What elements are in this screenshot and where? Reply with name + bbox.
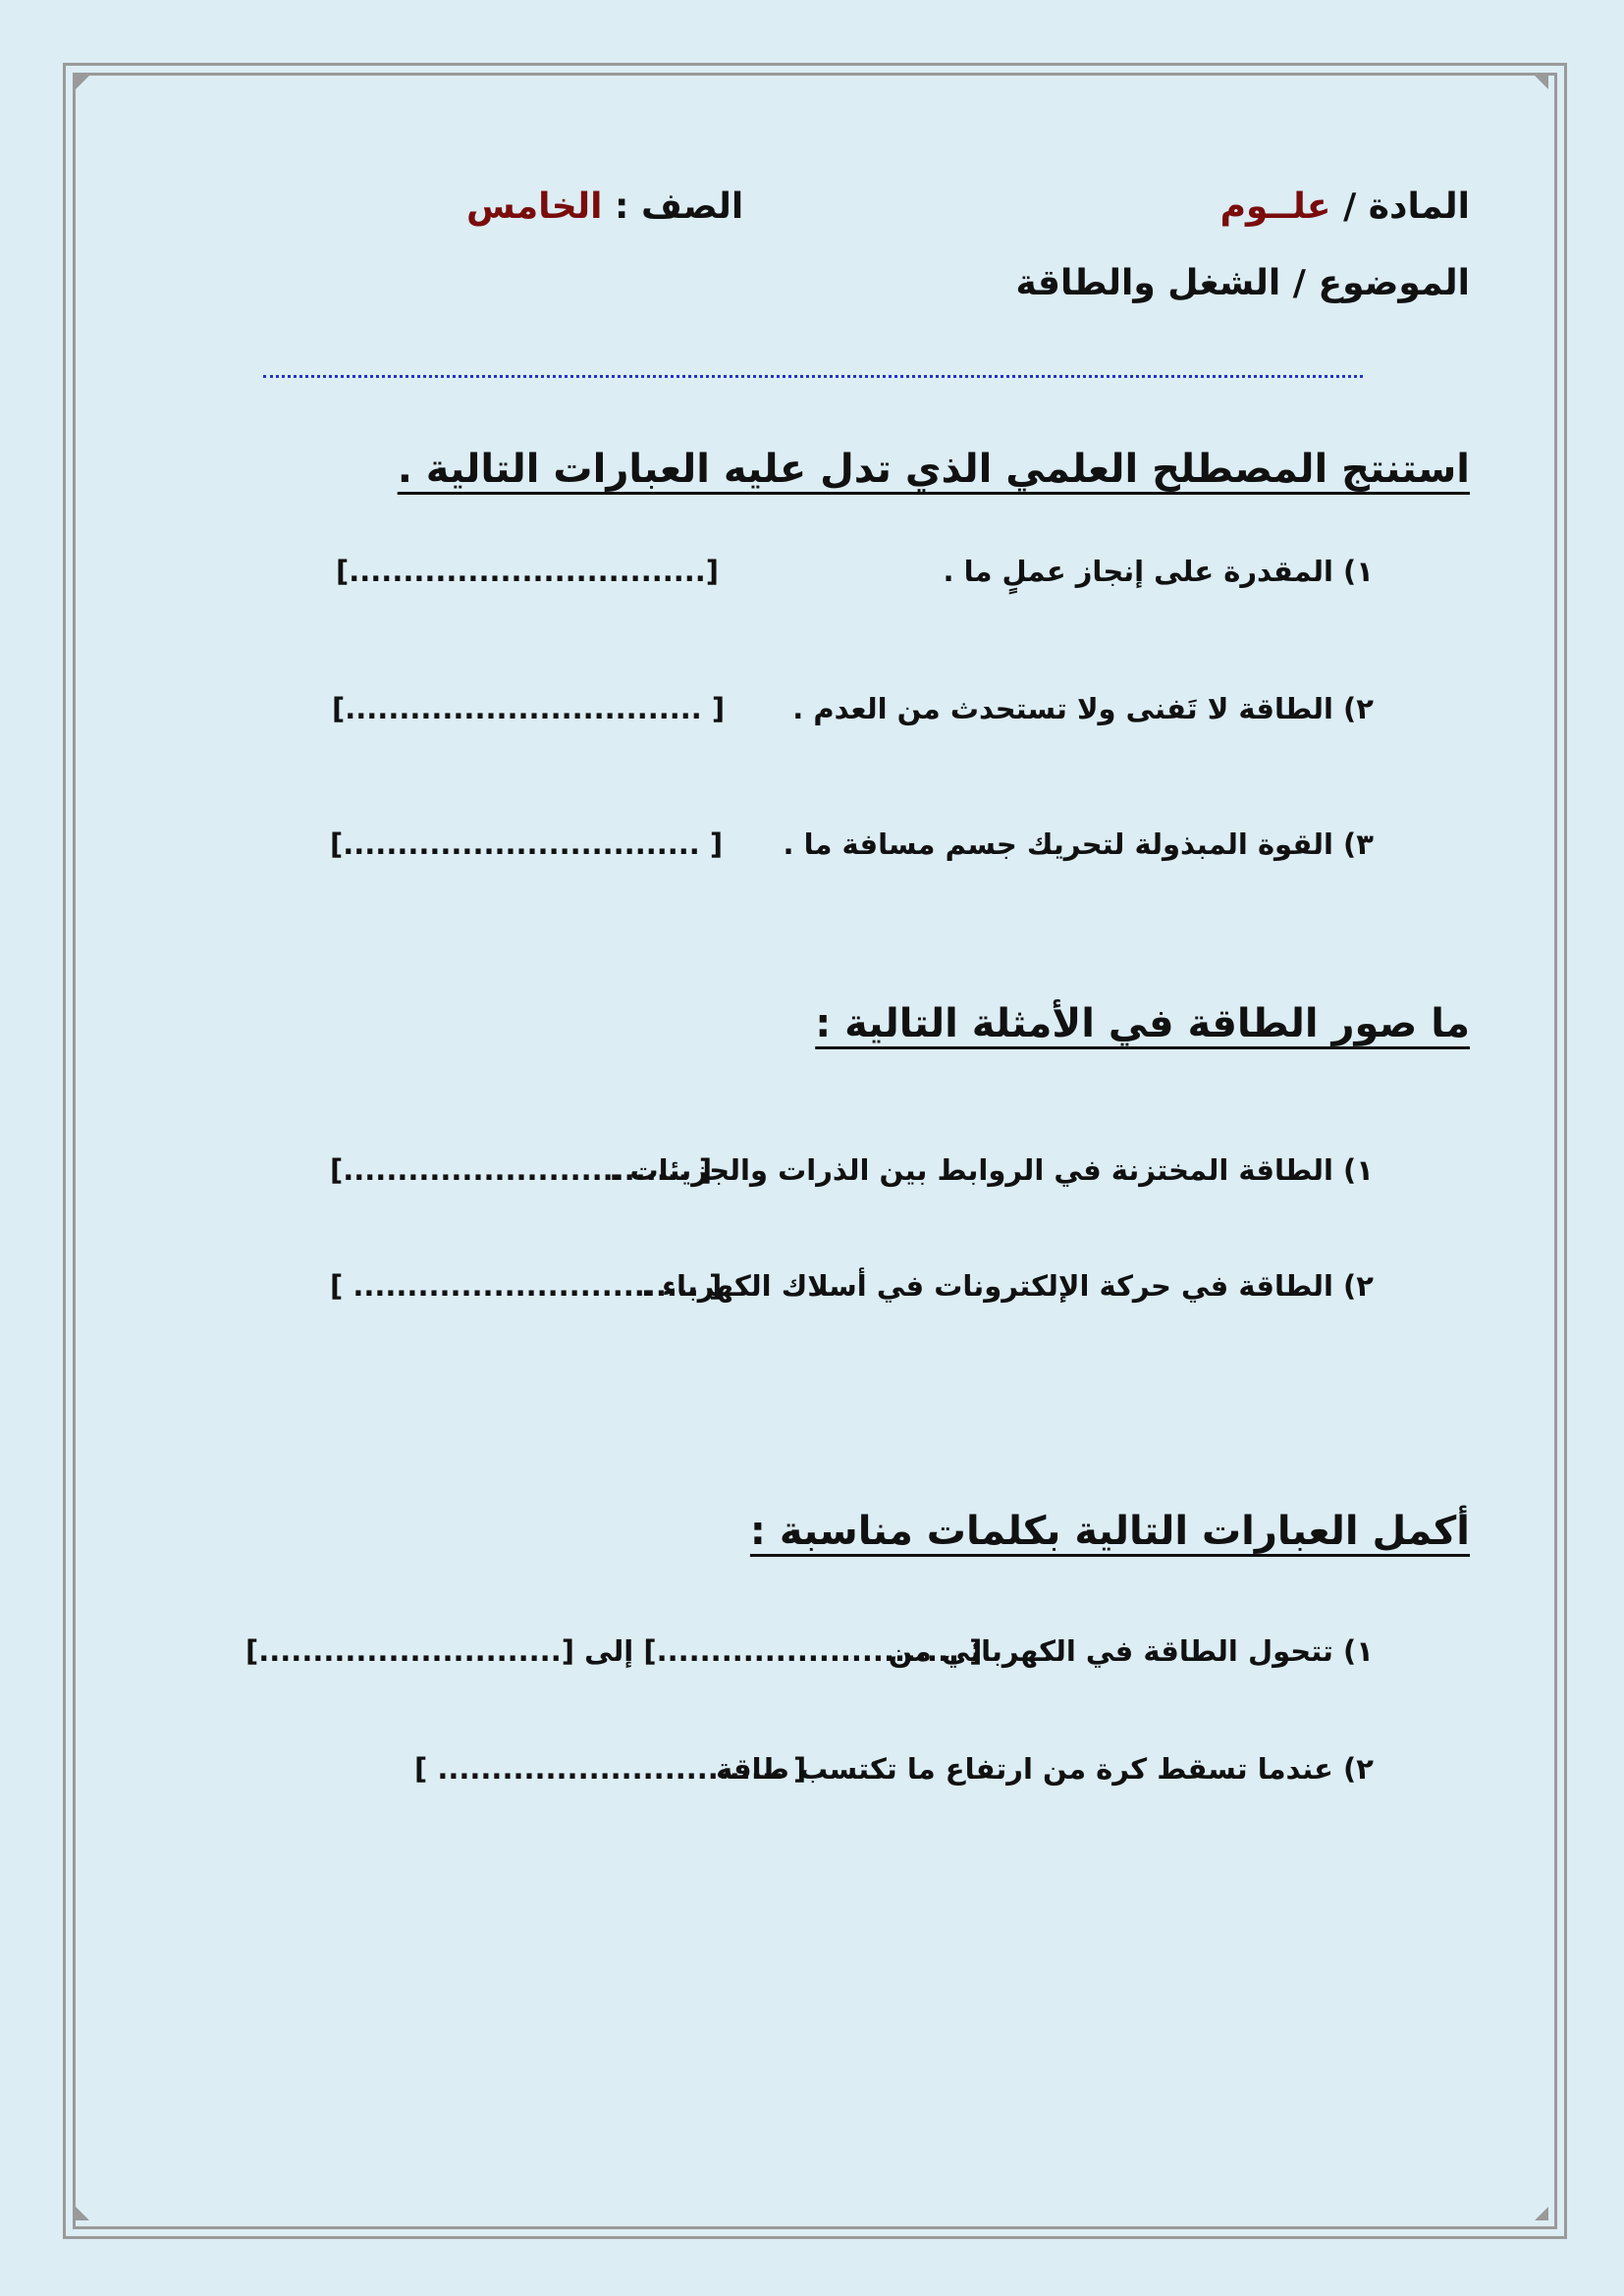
section1-item-2: ٢) الطاقة لا تَفنى ولا تستحدث من العدم . <box>792 692 1374 725</box>
section1-item-1: ١) المقدرة على إنجاز عملٍ ما . <box>943 555 1374 588</box>
answer-blank[interactable]: [............................] إلى [............................ ] <box>245 1634 983 1668</box>
grade-value: الخامس <box>466 187 603 227</box>
answer-blank[interactable]: [................................. ] <box>332 692 726 725</box>
section2-title: ما صور الطاقة في الأمثلة التالية : <box>815 1001 1470 1046</box>
section3-item-1: ١) تتحول الطاقة في الكهربائي من <box>888 1634 1374 1668</box>
section3-title: أكمل العبارات التالية بكلمات مناسبة : <box>749 1509 1470 1554</box>
section3-item-2: ٢) عندما تسقط كرة من ارتفاع ما تكتسب طاقة <box>716 1752 1374 1786</box>
corner-ornament <box>76 76 89 89</box>
answer-blank[interactable]: [................................ ] <box>330 1153 713 1187</box>
subject-value: علــوم <box>1219 187 1331 227</box>
answer-blank[interactable]: [ ................................ ] <box>330 1269 723 1303</box>
corner-ornament <box>1535 2207 1548 2220</box>
subject-line <box>1220 187 1470 227</box>
grade-line <box>466 187 743 227</box>
topic-line <box>1016 263 1470 303</box>
page-border-inner <box>73 73 1557 2229</box>
topic-label: الموضوع / <box>1292 263 1470 303</box>
dotted-separator <box>263 355 1363 378</box>
topic-value: الشغل والطاقة <box>1015 263 1281 303</box>
grade-label: الصف : <box>615 187 744 227</box>
answer-blank[interactable]: [................................. ] <box>330 828 724 861</box>
answer-blank[interactable]: [.................................] <box>336 555 720 588</box>
section1-title: استنتج المصطلح العلمي الذي تدل عليه العبارات التالية . <box>397 447 1470 492</box>
section2-item-1: ١) الطاقة المختزنة في الروابط بين الذرات والجزيئات . <box>609 1153 1374 1187</box>
section1-item-3: ٣) القوة المبذولة لتحريك جسم مسافة ما . <box>783 828 1374 861</box>
corner-ornament <box>76 2207 89 2220</box>
section2-item-2: ٢) الطاقة في حركة الإلكترونات في أسلاك الكهرباء . <box>641 1269 1374 1303</box>
corner-ornament <box>1535 76 1548 89</box>
subject-label: المادة / <box>1343 187 1470 227</box>
answer-blank[interactable]: [ ................................ ] <box>414 1752 807 1786</box>
